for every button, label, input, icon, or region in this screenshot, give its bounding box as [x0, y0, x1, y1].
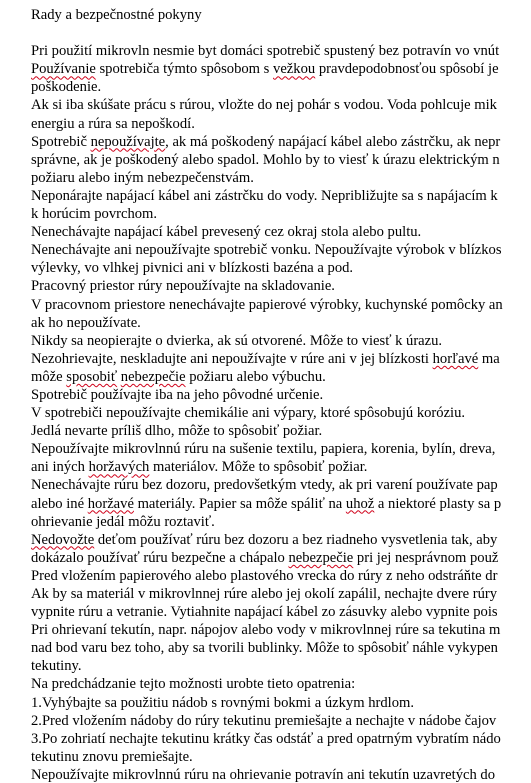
document-line: k horúcim povrchom. — [31, 206, 158, 223]
document-line: výlevky, vo vlhkej pivnici ani v blízkosti bazéna a pod. — [31, 260, 354, 277]
document-line: ani iných horžavých materiálov. Môže to spôsobiť požiar. — [31, 459, 368, 476]
spellcheck-flagged-word[interactable]: Nedovožte — [31, 531, 95, 548]
spellcheck-flagged-word[interactable]: nebezpečie — [288, 549, 354, 566]
document-line: poškodenie. — [31, 79, 102, 96]
spellcheck-flagged-word[interactable]: horžavých — [88, 459, 150, 476]
document-line — [31, 24, 531, 42]
document-line: Nikdy sa neopierajte o dvierka, ak sú otvorené. Môže to viesť k úrazu. — [31, 332, 443, 349]
document-line: tekutinu znovu premiešajte. — [31, 748, 193, 765]
document-line: Nezohrievajte, neskladujte ani nepoužívajte v rúre ani v jej blízkosti horľavé ma — [31, 350, 500, 367]
document-line: 2.Pred vložením nádoby do rúry tekutinu premiešajte a nechajte v nádobe čajov — [31, 712, 497, 729]
document-body[interactable] — [31, 6, 531, 783]
document-line: dokázalo používať rúru bezpečne a chápalo nebezpečie pri jej nesprávnom použ — [31, 549, 499, 566]
document-line: Nenechávajte ani nepoužívajte spotrebič vonku. Nepoužívajte výrobok v blízkos — [31, 242, 502, 259]
document-line: alebo iné horžavé materiály. Papier sa môže spáliť na uhož a niektoré plasty sa p — [31, 495, 502, 512]
document-line: Nenechávajte rúru bez dozoru, predovšetkým vtedy, ak pri varení používate pap — [31, 477, 498, 494]
document-line: V spotrebiči nepoužívajte chemikálie ani výpary, ktoré spôsobujú koróziu. — [31, 405, 466, 422]
spellcheck-flagged-word[interactable]: uhož — [345, 495, 375, 512]
document-line: Neponárajte napájací kábel ani zástrčku do vody. Nepribližujte sa s napájacím k — [31, 187, 498, 204]
spellcheck-flagged-word[interactable]: vežkou — [273, 61, 316, 78]
document-line: Nenechávajte napájací kábel prevesený cez okraj stola alebo pultu. — [31, 224, 422, 241]
document-line: Pri použití mikrovln nesmie byt domáci spotrebič spustený bez potravín vo vnút — [31, 43, 500, 60]
document-line: Pracovný priestor rúry nepoužívajte na skladovanie. — [31, 278, 335, 295]
document-line: Používanie spotrebiča týmto spôsobom s vežkou pravdepodobnosťou spôsobí je — [31, 61, 499, 78]
spellcheck-flagged-word[interactable]: horžavé — [87, 495, 134, 512]
document-line: Ak by sa materiál v mikrovlnnej rúre alebo jej okolí zapálil, nechajte dvere rúry — [31, 586, 498, 602]
document-line: Spotrebič používajte iba na jeho pôvodné určenie. — [31, 386, 324, 403]
document-line: Nepoužívajte mikrovlnnú rúru na ohrievanie potravín ani tekutín uzavretých do — [31, 766, 496, 783]
document-line: Nepoužívajte mikrovlnnú rúru na sušenie textilu, papiera, korenia, bylín, dreva, — [31, 441, 496, 458]
spellcheck-flagged-word[interactable]: horľavé — [432, 350, 479, 367]
document-line: ohrievanie jedál môžu roztaviť. — [31, 513, 215, 530]
document-line: Ak si iba skúšate prácu s rúrou, vložte do nej pohár s vodou. Voda pohlcuje mik — [31, 97, 497, 114]
document-line: Jedlá nevarte príliš dlho, môže to spôsobiť požiar. — [31, 423, 323, 440]
document-line: Na predchádzanie tejto možnosti urobte tieto opatrenia: — [31, 676, 356, 693]
document-line: 3.Po zohriatí nechajte tekutinu krátky čas odstáť a pred opatrným vybratím nádo — [31, 730, 501, 747]
document-line: Pred vložením papierového alebo plastového vrecka do rúry z neho odstráňte dr — [31, 567, 498, 584]
spellcheck-flagged-word[interactable]: nebezpečie — [120, 368, 186, 385]
spellcheck-flagged-word[interactable]: sposobiť — [66, 368, 118, 385]
document-line: Nedovožte deťom používať rúru bez dozoru a bez riadneho vysvetlenia tak, aby — [31, 531, 498, 548]
document-line: Pri ohrievaní tekutín, napr. nápojov alebo vody v mikrovlnnej rúre sa tekutina m — [31, 622, 501, 639]
document-title: Rady a bezpečnostné pokyny — [31, 7, 202, 23]
document-line: nad bod varu bez toho, aby sa tvorili bublinky. Môže to spôsobiť náhle vykypen — [31, 640, 498, 657]
spellcheck-flagged-word[interactable]: Používanie — [31, 61, 96, 78]
document-line: môže sposobiť nebezpečie požiaru alebo výbuchu. — [31, 368, 326, 385]
document-line: energiu a rúra sa nepoškodí. — [31, 115, 195, 132]
document-line: tekutiny. — [31, 658, 82, 675]
document-line: požiaru alebo iným nebezpečenstvám. — [31, 169, 254, 186]
document-line: správne, ak je poškodený alebo spadol. Mohlo by to viesť k úrazu elektrickým n — [31, 151, 500, 168]
document-line: vypnite rúru a vetranie. Vytiahnite napájací kábel zo zásuvky alebo vypnite pois — [31, 604, 498, 621]
document-line: V pracovnom priestore nenechávajte papierové výrobky, kuchynské pomôcky an — [31, 296, 503, 313]
spellcheck-flagged-word[interactable]: nepoužívajte — [90, 133, 166, 150]
document-line: Spotrebič nepoužívajte, ak má poškodený napájací kábel alebo zástrčku, ak nepr — [31, 133, 501, 150]
document-line: 1.Vyhýbajte sa použitiu nádob s rovnými bokmi a úzkym hrdlom. — [31, 694, 415, 711]
document-line: ak ho nepoužívate. — [31, 314, 141, 331]
